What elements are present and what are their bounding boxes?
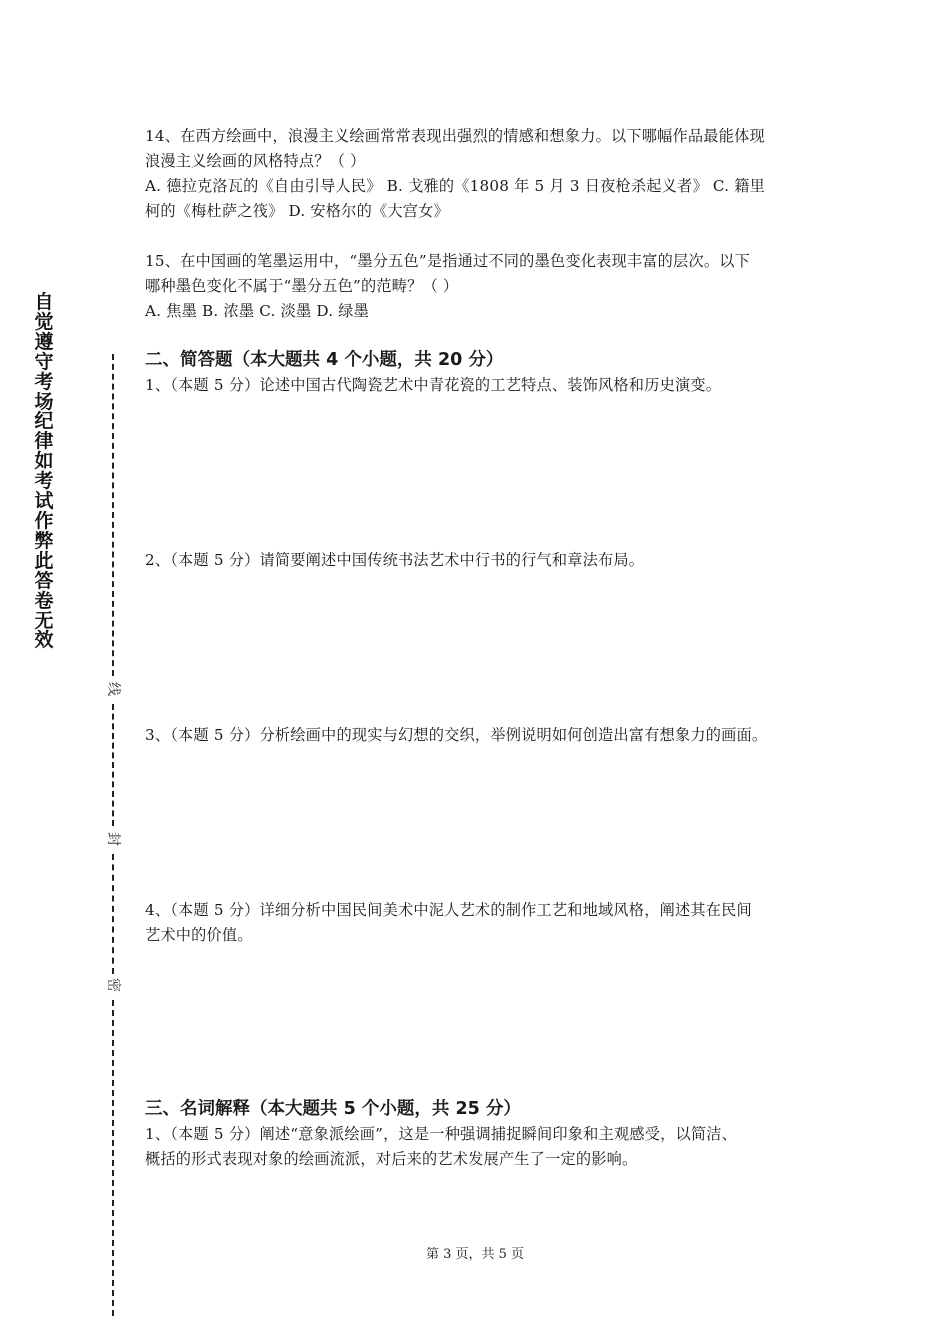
warning-char: 如 [34, 450, 54, 473]
binding-mark-secret: 密 [105, 978, 121, 992]
binding-dashed-line [112, 1000, 114, 1316]
warning-char: 考 [34, 470, 54, 493]
question-14-options: A. 德拉克洛瓦的《自由引导人民》 B. 戈雅的《1808 年 5 月 3 日夜枪杀起义者》 C. 籍里 [145, 177, 765, 195]
warning-char: 自 [34, 291, 54, 313]
term-explanation-1: 1、（本题 5 分）阐述“意象派绘画”，这是一种强调捕捉瞬间印象和主观感受，以简洁、 [145, 1125, 738, 1143]
short-answer-1: 1、（本题 5 分）论述中国古代陶瓷艺术中青花瓷的工艺特点、装饰风格和历史演变。 [145, 376, 722, 394]
warning-char: 此 [34, 549, 54, 572]
question-15-text: 15、在中国画的笔墨运用中，“墨分五色”是指通过不同的墨色变化表现丰富的层次。以下 [145, 252, 750, 270]
binding-dashed-line [112, 704, 114, 826]
section-2-heading: 二、简答题（本大题共 4 个小题，共 20 分） [145, 350, 504, 370]
binding-mark-line: 线 [105, 682, 121, 696]
binding-dashed-line [112, 854, 114, 974]
short-answer-2: 2、（本题 5 分）请简要阐述中国传统书法艺术中行书的行气和章法布局。 [145, 551, 645, 569]
question-14-text: 浪漫主义绘画的风格特点？（ ） [145, 152, 366, 170]
question-15-text: 哪种墨色变化不属于“墨分五色”的范畴？（ ） [145, 277, 459, 295]
section-3-heading: 三、名词解释（本大题共 5 个小题，共 25 分） [145, 1099, 521, 1119]
short-answer-4: 艺术中的价值。 [145, 926, 253, 944]
warning-char: 答 [34, 569, 54, 592]
warning-char: 卷 [34, 589, 54, 612]
warning-char: 律 [34, 430, 54, 453]
term-explanation-1: 概括的形式表现对象的绘画流派，对后来的艺术发展产生了一定的影响。 [145, 1150, 638, 1168]
warning-char: 遵 [34, 330, 54, 353]
warning-char: 纪 [34, 410, 54, 433]
short-answer-3: 3、（本题 5 分）分析绘画中的现实与幻想的交织，举例说明如何创造出富有想象力的画面。 [145, 726, 768, 744]
warning-char: 效 [34, 629, 54, 652]
short-answer-4: 4、（本题 5 分）详细分析中国民间美术中泥人艺术的制作工艺和地域风格，阐述其在民间 [145, 901, 752, 919]
warning-char: 守 [34, 350, 54, 373]
warning-char: 试 [34, 490, 54, 513]
warning-char: 场 [34, 390, 54, 413]
question-14-options: 柯的《梅杜萨之筏》 D. 安格尔的《大宫女》 [145, 202, 449, 220]
warning-char: 弊 [34, 529, 54, 552]
binding-dashed-line [112, 354, 114, 676]
warning-char: 无 [34, 609, 54, 632]
warning-char: 觉 [34, 310, 54, 333]
question-15-options: A. 焦墨 B. 浓墨 C. 淡墨 D. 绿墨 [145, 302, 370, 320]
warning-char: 考 [34, 370, 54, 393]
side-warning-text [32, 293, 56, 651]
page-number-footer: 第 3 页，共 5 页 [425, 1247, 525, 1262]
binding-mark-seal: 封 [105, 832, 121, 846]
question-14-text: 14、在西方绘画中，浪漫主义绘画常常表现出强烈的情感和想象力。以下哪幅作品最能体现 [145, 127, 765, 145]
warning-char: 作 [34, 509, 54, 532]
